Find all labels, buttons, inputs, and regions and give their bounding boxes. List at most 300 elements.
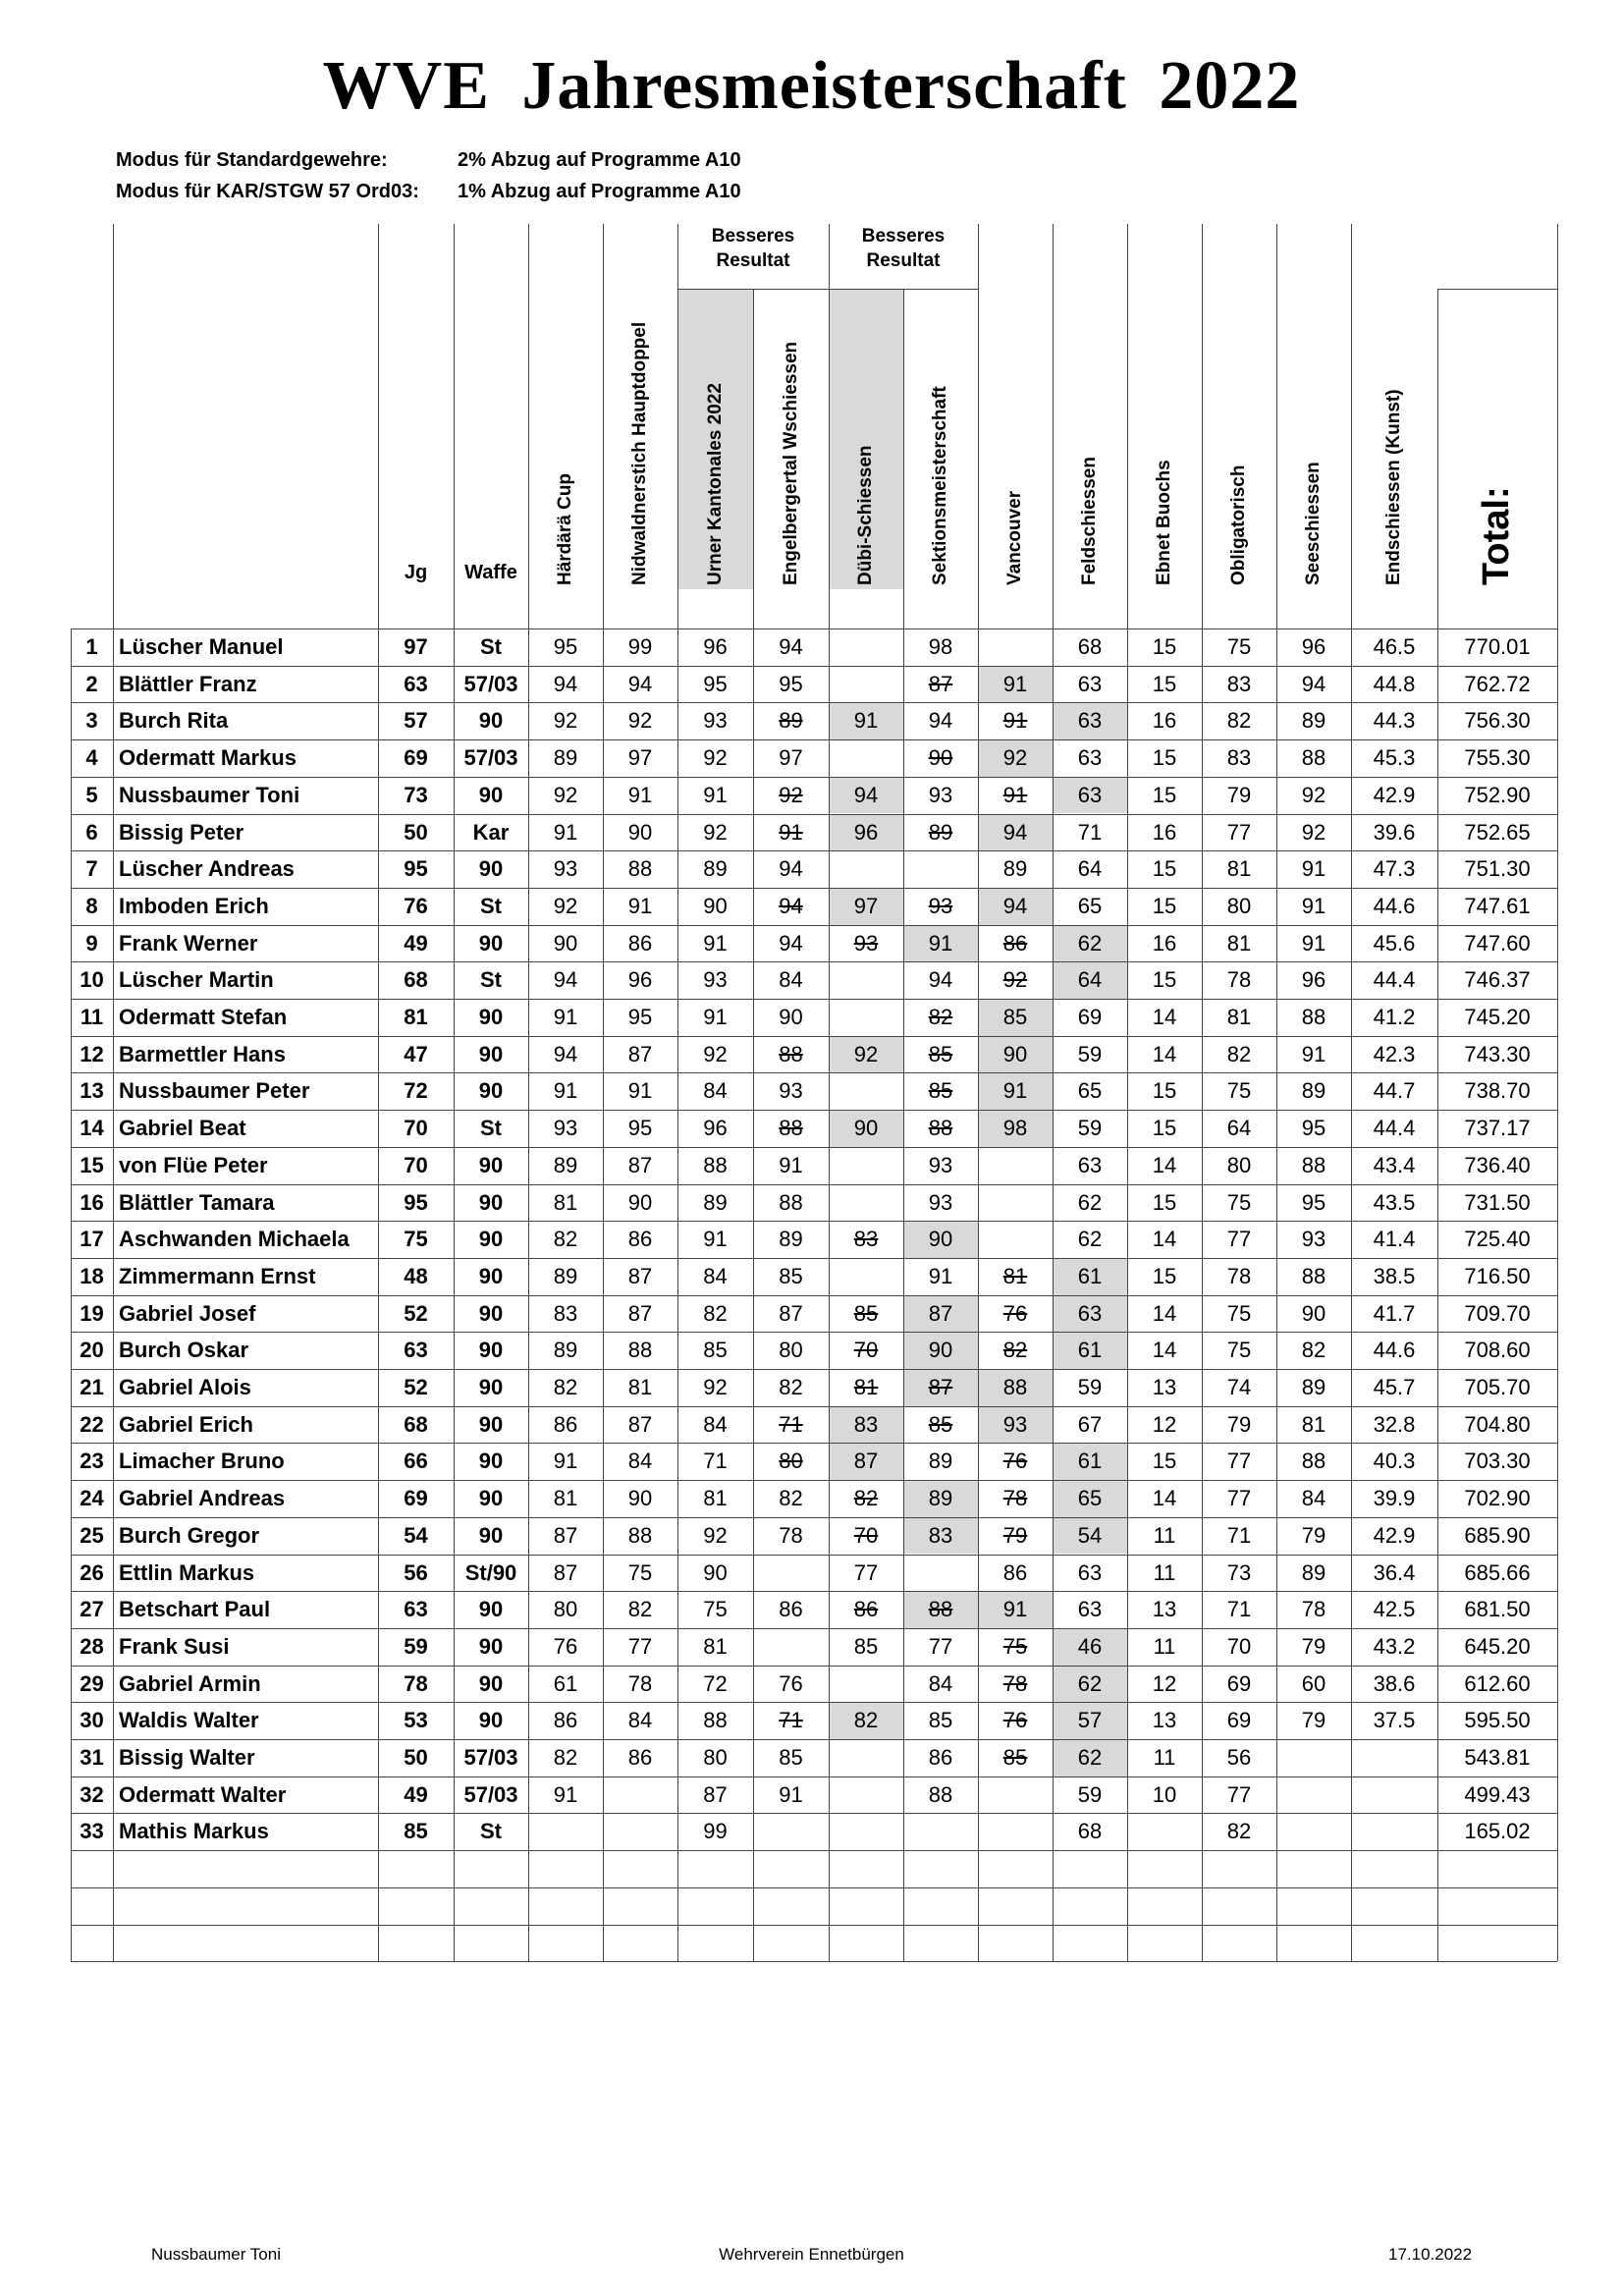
row-score (1351, 850, 1437, 887)
score-value: 91 (779, 819, 803, 845)
score-value: 92 (1301, 819, 1326, 845)
row-score (978, 1184, 1053, 1221)
row-score (903, 1480, 978, 1516)
score-value: 94 (1002, 893, 1028, 918)
row-score (1351, 961, 1437, 998)
score-value: 93 (1002, 1411, 1028, 1437)
row-name: Ettlin Markus (119, 1559, 255, 1585)
score-value: 94 (853, 782, 879, 807)
score-value: 84 (703, 1411, 728, 1437)
row-score (677, 1480, 753, 1516)
modus-value: 2% Abzug auf Programme A10 (458, 149, 741, 171)
row-score (1202, 739, 1276, 776)
row-waffe: 90 (478, 1041, 504, 1066)
row-score (1053, 1628, 1127, 1665)
row-jg: 70 (404, 1116, 428, 1141)
row-score (1351, 1517, 1437, 1554)
row-score (677, 961, 753, 998)
row-score (753, 1406, 829, 1443)
score-value: 91 (703, 1005, 728, 1029)
row-rank: 10 (80, 967, 104, 993)
score-value: 12 (1152, 1670, 1177, 1696)
modus-label: Modus für Standardgewehre: (116, 149, 388, 171)
row-score (603, 629, 677, 665)
row-score (603, 1369, 677, 1405)
score-value: 94 (928, 708, 953, 734)
score-value: 81 (1002, 1263, 1028, 1288)
row-score (1053, 1036, 1127, 1072)
score-value: 91 (1002, 1597, 1028, 1622)
score-value: 70 (1226, 1633, 1252, 1659)
score-value: 90 (928, 1338, 953, 1363)
row-total: 645.20 (1464, 1633, 1531, 1659)
row-score (1276, 1110, 1351, 1146)
row-score (1351, 739, 1437, 776)
score-value: 86 (928, 1745, 953, 1770)
score-value: 87 (928, 1375, 953, 1399)
row-score (1351, 777, 1437, 813)
row-name: Blättler Tamara (119, 1189, 275, 1215)
score-value: 95 (1301, 1189, 1326, 1215)
score-value: 85 (853, 1633, 879, 1659)
row-jg: 50 (404, 819, 428, 845)
row-waffe: 90 (478, 1189, 504, 1215)
row-score (1053, 1332, 1127, 1368)
row-score (1127, 1184, 1202, 1221)
row-name: Odermatt Walter (119, 1781, 287, 1807)
row-score (677, 1258, 753, 1294)
row-score (753, 1332, 829, 1368)
score-value: 61 (1077, 1263, 1103, 1288)
row-score (1127, 629, 1202, 665)
row-total: 612.60 (1464, 1670, 1531, 1696)
row-score (528, 1739, 603, 1776)
row-score (1127, 1813, 1202, 1849)
row-score (903, 1777, 978, 1813)
score-value: 94 (1301, 671, 1326, 696)
score-value: 14 (1152, 1227, 1177, 1252)
score-value: 43.5 (1373, 1189, 1416, 1215)
score-value: 92 (703, 819, 728, 845)
row-score (753, 1517, 829, 1554)
row-jg: 69 (404, 745, 428, 771)
row-score (903, 1517, 978, 1554)
score-value: 81 (1226, 1005, 1252, 1029)
row-rank: 22 (80, 1411, 104, 1437)
score-value: 93 (853, 930, 879, 956)
score-value: 15 (1152, 782, 1177, 807)
row-score (1276, 888, 1351, 924)
row-score (753, 1184, 829, 1221)
score-value: 15 (1152, 1078, 1177, 1104)
score-value: 43.4 (1373, 1152, 1416, 1177)
score-value: 73 (1226, 1559, 1252, 1585)
row-score (903, 1406, 978, 1443)
score-value: 89 (553, 1263, 578, 1288)
score-value: 54 (1077, 1522, 1103, 1548)
score-value: 82 (853, 1486, 879, 1511)
score-value: 59 (1077, 1375, 1103, 1399)
row-score (1127, 1517, 1202, 1554)
row-rank: 33 (80, 1819, 104, 1844)
score-value: 88 (928, 1781, 953, 1807)
row-score (829, 1591, 903, 1627)
row-score (528, 1406, 603, 1443)
score-value: 90 (779, 1005, 803, 1029)
score-value: 82 (627, 1597, 653, 1622)
row-score (829, 888, 903, 924)
row-rank: 13 (80, 1078, 104, 1104)
row-score (528, 961, 603, 998)
score-value: 92 (703, 745, 728, 771)
score-value: 90 (627, 819, 653, 845)
score-value: 60 (1301, 1670, 1326, 1696)
row-score (978, 1258, 1053, 1294)
page-title: WVE Jahresmeisterschaft 2022 (322, 48, 1301, 124)
row-score (1202, 1072, 1276, 1109)
score-value: 77 (1226, 1781, 1252, 1807)
score-value: 88 (928, 1597, 953, 1622)
row-score (1276, 1184, 1351, 1221)
row-score (1053, 1480, 1127, 1516)
header-event: Urner Kantonales 2022 (704, 383, 726, 585)
row-score (1202, 1591, 1276, 1627)
row-waffe: 90 (478, 708, 504, 734)
score-value: 59 (1077, 1781, 1103, 1807)
row-score (829, 1628, 903, 1665)
score-value: 85 (853, 1300, 879, 1326)
row-score (603, 1332, 677, 1368)
header-event: Feldschiessen (1079, 457, 1100, 585)
row-total: 752.90 (1464, 782, 1531, 807)
score-value: 88 (1301, 745, 1326, 771)
row-score (829, 850, 903, 887)
row-score (903, 1666, 978, 1702)
score-value: 11 (1153, 1522, 1176, 1548)
row-jg: 78 (404, 1670, 428, 1696)
row-score (528, 1036, 603, 1072)
row-score (528, 702, 603, 738)
score-value: 89 (553, 1338, 578, 1363)
score-value: 10 (1152, 1781, 1177, 1807)
row-score (829, 1813, 903, 1849)
score-value: 89 (1002, 856, 1028, 882)
row-score (978, 1443, 1053, 1479)
row-score (1351, 1702, 1437, 1738)
row-score (903, 1555, 978, 1591)
score-value: 91 (553, 1781, 578, 1807)
row-score (603, 1517, 677, 1554)
row-score (829, 1295, 903, 1332)
score-value: 86 (1002, 1559, 1028, 1585)
row-score (1127, 1147, 1202, 1183)
row-score (1351, 629, 1437, 665)
row-score (978, 1517, 1053, 1554)
row-name: Blättler Franz (119, 671, 257, 696)
row-jg: 57 (404, 708, 428, 734)
score-value: 79 (1301, 1633, 1326, 1659)
score-value: 62 (1077, 1745, 1103, 1770)
row-score (603, 702, 677, 738)
row-score (528, 1110, 603, 1146)
score-value: 97 (853, 893, 879, 918)
score-value: 93 (703, 708, 728, 734)
score-value: 71 (703, 1449, 728, 1474)
row-score (1276, 999, 1351, 1035)
score-value: 91 (928, 930, 953, 956)
row-waffe: St (480, 967, 502, 993)
row-score (978, 1591, 1053, 1627)
row-name: Gabriel Alois (119, 1375, 251, 1399)
row-score (1351, 1072, 1437, 1109)
row-waffe: 90 (478, 1522, 504, 1548)
row-score (1351, 1184, 1437, 1221)
score-value: 63 (1077, 745, 1103, 771)
row-score (1127, 1258, 1202, 1294)
score-value: 44.8 (1373, 671, 1416, 696)
row-jg: 53 (404, 1708, 428, 1733)
row-name: Gabriel Andreas (119, 1486, 286, 1511)
row-jg: 52 (404, 1300, 428, 1326)
row-score (1351, 1036, 1437, 1072)
row-jg: 52 (404, 1375, 428, 1399)
score-value: 78 (1226, 1263, 1252, 1288)
row-score (978, 1777, 1053, 1813)
row-score (1127, 777, 1202, 813)
row-score (829, 999, 903, 1035)
row-score (1276, 1555, 1351, 1591)
row-score (528, 1369, 603, 1405)
row-score (1351, 1110, 1437, 1146)
row-score (528, 1332, 603, 1368)
row-score (1351, 1739, 1437, 1776)
row-score (903, 888, 978, 924)
row-jg: 81 (404, 1005, 428, 1029)
row-score (1127, 888, 1202, 924)
row-total: 770.01 (1464, 634, 1531, 659)
score-value: 78 (1002, 1670, 1028, 1696)
row-rank: 15 (80, 1152, 104, 1177)
row-score (603, 1739, 677, 1776)
row-score (1127, 702, 1202, 738)
score-value: 78 (627, 1670, 653, 1696)
score-value: 16 (1152, 708, 1177, 734)
row-score (677, 1666, 753, 1702)
row-score (903, 1072, 978, 1109)
row-score (603, 888, 677, 924)
row-name: Nussbaumer Peter (119, 1078, 310, 1104)
row-score (903, 814, 978, 850)
row-score (677, 850, 753, 887)
modus-label: Modus für KAR/STGW 57 Ord03: (116, 181, 419, 202)
score-value: 85 (703, 1338, 728, 1363)
score-value: 16 (1152, 930, 1177, 956)
row-rank: 21 (80, 1375, 104, 1399)
row-score (1053, 1295, 1127, 1332)
row-score (978, 1628, 1053, 1665)
row-name: Lüscher Manuel (119, 634, 284, 659)
row-score (978, 999, 1053, 1035)
row-score (1351, 1147, 1437, 1183)
score-value: 80 (1226, 1152, 1252, 1177)
row-score (753, 666, 829, 702)
score-value: 95 (627, 1005, 653, 1029)
col-line (1557, 224, 1558, 1961)
row-total: 595.50 (1464, 1708, 1531, 1733)
row-score (1053, 666, 1127, 702)
row-score (903, 739, 978, 776)
row-jg: 72 (404, 1078, 428, 1104)
score-value: 82 (1226, 1041, 1252, 1066)
score-value: 99 (703, 1819, 728, 1844)
row-score (978, 1036, 1053, 1072)
score-value: 44.6 (1373, 893, 1416, 918)
score-value: 93 (928, 1152, 953, 1177)
row-score (1053, 1666, 1127, 1702)
row-score (1276, 629, 1351, 665)
row-score (1202, 961, 1276, 998)
row-score (1127, 1777, 1202, 1813)
row-name: Frank Susi (119, 1633, 230, 1659)
row-score (829, 1406, 903, 1443)
score-value: 92 (627, 708, 653, 734)
score-value: 82 (928, 1005, 953, 1029)
score-value: 68 (1077, 634, 1103, 659)
row-rank: 27 (80, 1597, 104, 1622)
row-score (978, 1702, 1053, 1738)
score-value: 40.3 (1373, 1449, 1416, 1474)
row-score (1351, 1221, 1437, 1257)
row-score (1276, 1295, 1351, 1332)
header-event: Engelbergertal Wschiessen (780, 341, 801, 585)
score-value: 81 (703, 1486, 728, 1511)
row-total: 709.70 (1464, 1300, 1531, 1326)
score-value: 42.5 (1373, 1597, 1416, 1622)
row-score (1053, 629, 1127, 665)
row-name: von Flüe Peter (119, 1152, 268, 1177)
row-score (528, 850, 603, 887)
score-value: 41.7 (1373, 1300, 1416, 1326)
score-value: 75 (1226, 1300, 1252, 1326)
row-rank: 24 (80, 1486, 104, 1511)
row-rank: 26 (80, 1559, 104, 1585)
row-score (1053, 1702, 1127, 1738)
row-score (1053, 850, 1127, 887)
score-value: 91 (553, 1005, 578, 1029)
score-value: 90 (928, 745, 953, 771)
row-name: Lüscher Martin (119, 967, 274, 993)
row-score (753, 1555, 829, 1591)
row-score (528, 925, 603, 961)
row-score (1053, 961, 1127, 998)
score-value: 64 (1077, 856, 1103, 882)
score-value: 94 (553, 671, 578, 696)
row-name: Burch Rita (119, 708, 229, 734)
score-value: 62 (1077, 1227, 1103, 1252)
row-score (1127, 1555, 1202, 1591)
score-value: 91 (853, 708, 879, 734)
row-score (978, 777, 1053, 813)
row-jg: 75 (404, 1227, 428, 1252)
score-value: 92 (779, 782, 803, 807)
row-score (978, 739, 1053, 776)
row-name: Waldis Walter (119, 1708, 259, 1733)
score-value: 89 (928, 1486, 953, 1511)
row-score (1351, 1666, 1437, 1702)
row-score (753, 1443, 829, 1479)
score-value: 91 (1301, 893, 1326, 918)
row-waffe: 90 (478, 1449, 504, 1474)
score-value: 85 (779, 1263, 803, 1288)
row-score (603, 1702, 677, 1738)
row-total: 685.66 (1464, 1559, 1531, 1585)
row-jg: 97 (404, 634, 428, 659)
score-value: 65 (1077, 1078, 1103, 1104)
score-value: 11 (1153, 1745, 1176, 1770)
score-value: 77 (1226, 1227, 1252, 1252)
row-score (1276, 739, 1351, 776)
row-score (978, 1555, 1053, 1591)
header-event: Endschiessen (Kunst) (1383, 389, 1404, 585)
score-value: 86 (553, 1708, 578, 1733)
row-score (829, 1443, 903, 1479)
score-value: 93 (928, 1189, 953, 1215)
score-value: 88 (627, 856, 653, 882)
score-value: 13 (1152, 1708, 1177, 1733)
score-value: 88 (703, 1708, 728, 1733)
score-value: 94 (1002, 819, 1028, 845)
score-value: 92 (1301, 782, 1326, 807)
footer-author: Nussbaumer Toni (151, 2245, 281, 2264)
row-score (603, 1258, 677, 1294)
row-score (753, 1813, 829, 1849)
row-waffe: 90 (478, 1338, 504, 1363)
row-rank: 4 (85, 745, 98, 771)
header-waffe: Waffe (464, 562, 517, 583)
row-score (677, 702, 753, 738)
score-value: 83 (553, 1300, 578, 1326)
row-score (753, 1739, 829, 1776)
row-score (528, 1702, 603, 1738)
score-value: 81 (553, 1486, 578, 1511)
row-waffe: 90 (478, 1005, 504, 1029)
score-value: 82 (553, 1375, 578, 1399)
score-value: 90 (1301, 1300, 1326, 1326)
score-value: 91 (928, 1263, 953, 1288)
score-value: 94 (779, 930, 803, 956)
score-value: 74 (1226, 1375, 1252, 1399)
score-value: 78 (1301, 1597, 1326, 1622)
score-value: 63 (1077, 1559, 1103, 1585)
row-name: Aschwanden Michaela (119, 1227, 350, 1252)
row-score (603, 1480, 677, 1516)
score-value: 89 (928, 819, 953, 845)
header-event: Dübi-Schiessen (855, 445, 876, 585)
row-score (1276, 1739, 1351, 1776)
score-value: 92 (703, 1041, 728, 1066)
row-score (677, 739, 753, 776)
score-value: 64 (1226, 1116, 1252, 1141)
score-value: 12 (1152, 1411, 1177, 1437)
header-event: Nidwaldnerstich Hauptdoppel (629, 321, 650, 585)
row-score (677, 1813, 753, 1849)
row-jg: 48 (404, 1263, 428, 1288)
score-value: 46 (1077, 1633, 1103, 1659)
row-score (1202, 1739, 1276, 1776)
row-score (528, 1147, 603, 1183)
row-score (677, 1443, 753, 1479)
row-score (603, 850, 677, 887)
